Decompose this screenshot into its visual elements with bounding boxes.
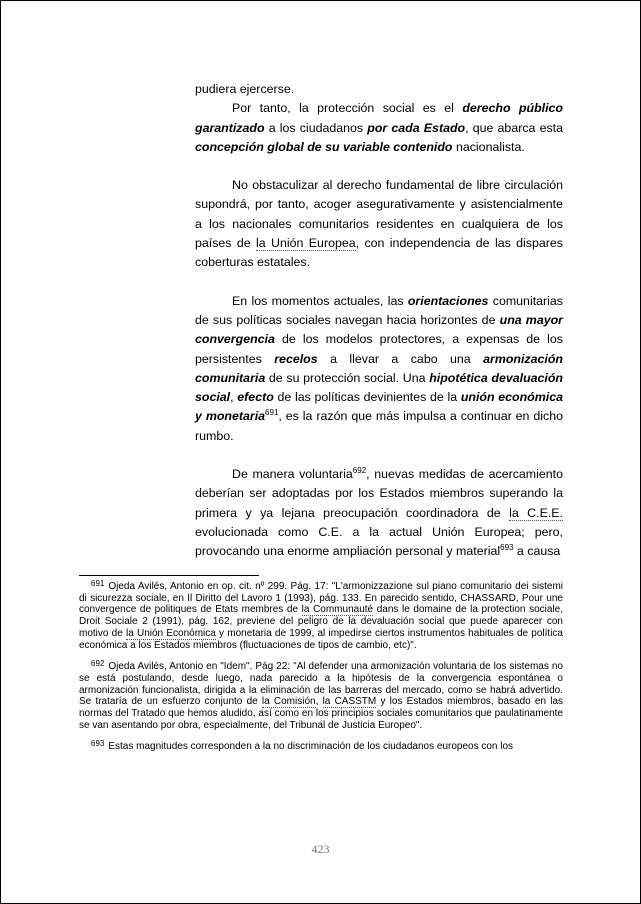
paragraph-protection: Por tanto, la protección social es el derecho público garantizado a los ciudadanos por cada Estado, que abarca esta concepción global de su variable contenido nacionalista. [195,101,563,154]
paragraph-voluntary: De manera voluntaria$^{692}$, nuevas medidas de acercamiento deberían ser adoptadas por los Estados miembros superando la primera y ya lejana preocupación coordinadora de la C.E.E. evolucionada como C.E. a la actual Unión Europea; pero, provocando una enorme ampliación personal y material$^{693}$ a causa [195,466,563,559]
emphasis: una mayor convergencia [195,312,563,347]
footnote-number: 693 [91,739,105,749]
footnote-693: $^{693}$ Estas magnitudes corresponden a la no discriminación de los ciudadanos europeos con los [91,739,514,753]
dotted-underlined-term: la Unión Económica [126,627,216,639]
footnote-ref-692: 692 [352,466,367,476]
footnote-692: $^{692}$ Ojeda Avilés, Antonio en "Idem". Pág 22: "Al defender una armonización voluntaria de los sistemas no se está postulando, desde luego, nada parecido a la hipótesis de la convergencia espontánea o armonización funcionalista, dirigida a la eliminación de las barreras del mercado, como se habrá advertido. Se trataría de un esfuerzo conjunto de la Comisión, la CASSTM y los Estados miembros, basado en las normas del Tratado que hemos aludido, así como en los principios sociales comunitarios que paulatinamente se van asentando por obra, especialmente, del Tribunal de Justicia Europeo". [79,659,564,731]
emphasis: efecto [237,390,274,405]
emphasis: concepción global de su variable contenido [195,139,453,154]
emphasis: orientaciones [407,293,489,308]
body-text [195,80,563,562]
emphasis: por cada Estado [367,120,466,135]
footnote-ref-693: 693 [500,543,514,553]
footnote-ref-691: 691 [265,408,279,418]
page-number: 423 [311,842,330,856]
footnote-691: $^{691}$ Ojeda Avilés, Antonio en op. cit. nº 299. Pág. 17: "L'armonizzazione sul piano comunitario dei sistemi di sicurezza sociale, en Il Diritto del Lavoro 1 (1993), pág. 133. En parecido sentido, CHASSARD, Pour une convergence de politiques de Etats membres de la Communauté dans le domaine de la protection sociale, Droit Sociale 2 (1991), pág. 162, previene del peligro de la devaluación social que puede aparecer con motivo de la Unión Económica y monetaria de 1999, al impedirse ciertos instrumentos habituales de política económica a los Estados miembros (fluctuaciones de tipos de cambio, etc)". [79,579,563,651]
emphasis: recelos [274,351,318,366]
paragraph-orientations: En los momentos actuales, las orientaciones comunitarias de sus políticas sociales navegan hacia horizontes de una mayor convergencia de los modelos protectores, a expensas de los persistentes recelos a llevar a cabo una armonización comunitaria de su protección social. Una hipotética devaluación social, efecto de las políticas devinientes de la unión económica y monetaria$^{691}$, es la razón que más impulsa a continuar en dicho rumbo. [195,293,563,443]
footnotes [79,581,563,763]
emphasis: hipotética devaluación social [195,370,563,405]
dotted-underlined-term: la Unión Europea [256,236,356,251]
emphasis: derecho público garantizado [195,101,563,135]
dotted-underlined-term: la Comisión [261,696,316,708]
footnote-number: 692 [91,659,105,669]
dotted-underlined-term: la C.E.E. [509,505,563,520]
footnote-separator [79,575,259,576]
footnote-number: 691 [91,579,105,588]
emphasis: unión económica y monetaria [195,390,563,424]
paragraph-continuation: pudiera ejercerse. [195,82,295,96]
dotted-underlined-term: la Communauté [301,604,374,616]
emphasis: armonización comunitaria [195,351,563,385]
dotted-underlined-term: la CASSTM [322,696,377,708]
paragraph-circulation: No obstaculizar al derecho fundamental de libre circulación supondrá, por tanto, acoger asegurativamente y asistencialmente a los nacionales comunitarios residentes en cualquiera de los países de la Unión Europea, con independencia de las dispares coberturas estatales. [195,178,563,270]
